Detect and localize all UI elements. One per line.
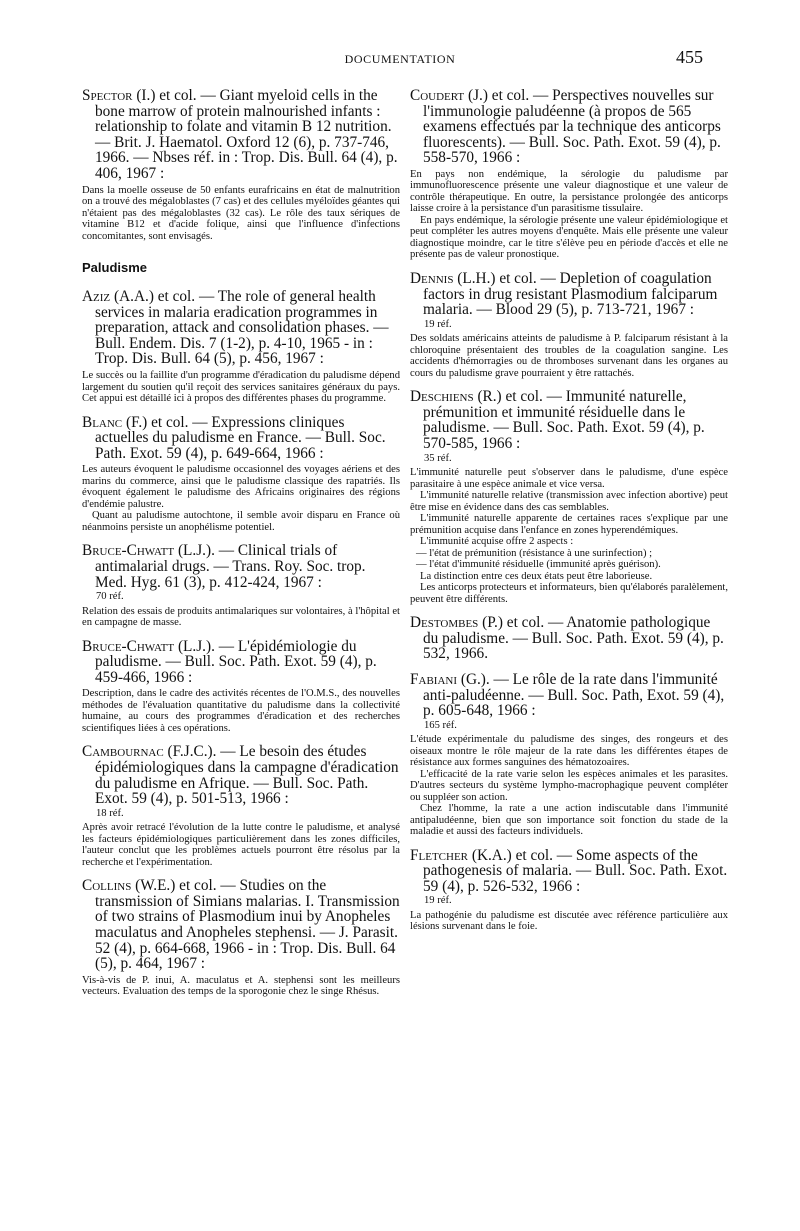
entry-citation-text: (W.E.) et col. — Studies on the transmission of Simians malarias. I. Transmission of two strains of Plasmodium inui by Anopheles maculatus and Anopheles stephensi. — J. Parasit. 52 (4), p. 664-668, 1966 - in : Trop. Dis. Bull. 64 (5), p. 464, 1967 : [95, 877, 400, 973]
entry-author: Destombes [410, 614, 479, 632]
abstract-paragraph: L'étude expérimentale du paludisme des singes, des rongeurs et des oiseaux montre le rôle majeur de la rate dans les différentes étapes de résistance aux formes sanguines des hématozoaires. [410, 734, 728, 769]
abstract-paragraph: Des soldats américains atteints de paludisme à P. falciparum résistant à la chloroquine présentaient des troubles de la coagulation sangine. Les accidents d'hémorragies ou de thromboses survenant dans les organes au cours du paludisme grave pourraient y être rattachés. [410, 333, 728, 379]
bibliography-entry [410, 389, 728, 605]
entry-citation-text: (F.J.C.). — Le besoin des études épidémiologiques dans la campagne d'éradication du paludisme en Afrique. — Bull. Soc. Path. Exot. 59 (4), p. 501-513, 1966 : [95, 743, 399, 808]
entry-reference-count: 19 réf. [424, 895, 452, 907]
entry-author: Bruce-Chwatt [82, 637, 175, 655]
entry-author: Dennis [410, 269, 454, 287]
entry-citation [82, 744, 400, 806]
entry-author: Aziz [82, 288, 111, 306]
entry-author: Blanc [82, 413, 123, 431]
bibliography-entry [410, 672, 728, 838]
abstract-paragraph: Relation des essais de produits antimalariques sur volontaires, à l'hôpital et en campagne de masse. [82, 605, 400, 629]
entry-author: Bruce-Chwatt [82, 542, 175, 560]
abstract-paragraph: La pathogénie du paludisme est discutée avec référence particulière aux lésions survenant dans le foie. [410, 909, 728, 933]
entry-citation [410, 672, 728, 719]
entry-author: Fletcher [410, 846, 469, 864]
entry-abstract [410, 734, 728, 838]
entry-citation-text: (F.) et col. — Expressions cliniques actuelles du paludisme en France. — Bull. Soc. Path. Exot. 59 (4), p. 649-664, 1966 : [95, 413, 386, 462]
entry-citation-text: (I.) et col. — Giant myeloid cells in the bone marrow of protein malnourished infants : relationship to folate and vitamin B 12 nutrition. — Brit. J. Haematol. Oxford 12 (6), p. 737-746, 1966. — Nbses réf. in : Trop. Dis. Bull. 64 (4), p. 406, 1967 : [95, 87, 398, 182]
abstract-paragraph: L'immunité naturelle peut s'observer dans le paludisme, d'une espèce parasitaire à une espèce animale et vice versa. [410, 467, 728, 490]
entry-abstract [82, 822, 400, 868]
entry-citation [410, 271, 728, 318]
bibliography-entry [82, 88, 400, 242]
entry-abstract [410, 910, 728, 933]
entry-citation [82, 543, 400, 590]
entry-citation [410, 615, 728, 662]
abstract-paragraph: Chez l'homme, la rate a une action indiscutable dans l'immunité antipaludéenne, bien que son importance soit fonction du stade de la maladie et aussi des facteurs individuels. [410, 803, 728, 838]
entry-citation-text: (A.A.) et col. — The role of general health services in malaria eradication programmes in preparation, attack and consolidation phases. — Bull. Endem. Dis. 7 (1-2), p. 4-10, 1965 - in : Trop. Dis. Bull. 64 (5), p. 456, 1967 : [95, 288, 389, 368]
entry-author: Fabiani [410, 670, 458, 688]
abstract-paragraph: En pays non endémique, la sérologie du paludisme par immunofluorescence présente une valeur diagnostique et une valeur de contrôle thérapeutique. En outre, la persistance prolongée des anticorps laisse croire à la persistance d'un parasitisme tissulaire. [410, 168, 728, 215]
entry-author: Spector [82, 87, 133, 104]
entry-citation [82, 289, 400, 367]
entry-reference-count: 18 réf. [96, 807, 124, 819]
entry-citation-text: (L.J.). — L'épidémiologie du paludisme. — Bull. Soc. Path. Exot. 59 (4), p. 459-466, 1966 : [95, 637, 377, 686]
bibliography-entry [410, 848, 728, 933]
entry-citation-text: (G.). — Le rôle de la rate dans l'immunité anti-paludéenne. — Bull. Soc. Path, Exot. 59 (4), p. 605-648, 1966 : [423, 670, 725, 720]
bibliography-entry [82, 289, 400, 404]
abstract-paragraph: Dans la moelle osseuse de 50 enfants eurafricains en état de malnutrition on a trouvé des mégaloblastes (7 cas) et des cellules myéloïdes géantes qui n'étaient pas des mégaloblastes (32 cas). Le rôle des taux sériques de vitamine B12 et d'acide folique, ainsi que l'influence d'infections concomitantes, sont envisagés. [82, 184, 400, 242]
entry-reference-count: 19 réf. [424, 318, 452, 330]
page-number: 455 [676, 47, 703, 67]
abstract-paragraph: Vis-à-vis de P. inui, A. maculatus et A. stephensi sont les meilleurs vecteurs. Evaluation des temps de la sporogonie chez le singe Rhésus. [82, 974, 400, 998]
entry-abstract [82, 464, 400, 533]
abstract-list-item: — l'état de prémunition (résistance à une surinfection) ; [416, 547, 653, 559]
abstract-paragraph: Les auteurs évoquent le paludisme occasionnel des voyages aériens et des marins du commerce, ainsi que le paludisme classique des rapatriés. Ils évoquent également le paludisme des Africains originaires des régions d'endémie palustre. [82, 464, 400, 510]
abstract-paragraph: Quant au paludisme autochtone, il semble avoir disparu en France où néanmoins persiste un anophélisme potentiel. [82, 510, 400, 533]
entry-citation [82, 88, 400, 182]
abstract-paragraph: En pays endémique, la sérologie présente une valeur épidémiologique et peut compléter les autres moyens d'enquête. Mais elle présente une valeur diagnostique moindre, car le titre s'élève peu en période d'accès et elle ne présente pas de valeur pronostique. [410, 214, 728, 261]
entry-abstract [82, 688, 400, 734]
abstract-paragraph: L'efficacité de la rate varie selon les espèces animales et les parasites. D'autres secteurs du système lympho-macrophagique peuvent compléter ou suppléer son action. [410, 768, 728, 803]
entry-author: Cambournac [82, 743, 164, 761]
bibliography-entry [82, 543, 400, 628]
entry-author: Collins [82, 877, 132, 895]
entry-citation-text: (J.) et col. — Perspectives nouvelles sur l'immunologie paludéenne (à propos de 565 examens effectués par la technique des anticorps fluorescents). — Bull. Soc. Path. Exot. 59 (4), p. 558-570, 1966 : [423, 87, 721, 167]
right-column [410, 88, 728, 943]
running-header: DOCUMENTATION [344, 52, 456, 66]
entry-abstract [410, 333, 728, 379]
bibliography-entry [82, 639, 400, 735]
section-heading: Paludisme [82, 260, 148, 276]
entry-reference-count: 70 réf. [96, 591, 124, 603]
abstract-list-item: — l'état d'immunité résiduelle (immunité après guérison). [416, 559, 661, 571]
bibliography-entry [82, 744, 400, 868]
abstract-paragraph: L'immunité acquise offre 2 aspects : [420, 536, 574, 548]
entry-citation [82, 415, 400, 462]
entry-citation-text: (P.) et col. — Anatomie pathologique du paludisme. — Bull. Soc. Path. Exot. 59 (4), p. 532, 1966. [423, 614, 724, 663]
entry-citation-text: (L.J.). — Clinical trials of antimalarial drugs. — Trans. Roy. Soc. trop. Med. Hyg. 61 (3), p. 412-424, 1967 : [95, 542, 366, 591]
abstract-paragraph: Le succès ou la faillite d'un programme d'éradication du paludisme dépend largement du soutien qu'il reçoit des services sanitaires généraux du pays. Cet appui est détaillé ici à propos des différentes phases du programme. [82, 370, 400, 405]
left-column [82, 88, 400, 1008]
abstract-paragraph: Description, dans le cadre des activités récentes de l'O.M.S., des nouvelles méthodes de l'évaluation quantitative du paludisme dans la collectivité humaine, au cours des programmes d'éradication et des recherches scientifiques liées à ces opérations. [82, 688, 400, 734]
entry-abstract [410, 467, 728, 605]
entry-author: Coudert [410, 87, 465, 104]
entry-citation [410, 389, 728, 451]
entry-citation [410, 88, 728, 166]
entry-abstract [82, 185, 400, 243]
entry-citation [82, 639, 400, 686]
entry-abstract [410, 169, 728, 261]
entry-citation-text: (K.A.) et col. — Some aspects of the pathogenesis of malaria. — Bull. Soc. Path. Exot. 59 (4), p. 526-532, 1966 : [423, 846, 728, 895]
abstract-paragraph: Après avoir retracé l'évolution de la lutte contre le paludisme, et analysé les facteurs épidémiologiques particulièrement dans les zones difficiles, l'auteur conclut que les problèmes actuels pourront être résolus par la recherche et l'expérimentation. [82, 822, 400, 868]
entry-citation-text: (R.) et col. — Immunité naturelle, prémunition et immunité résiduelle dans le paludisme. — Bull. Soc. Path. Exot. 59 (4), p. 570-585, 1966 : [423, 388, 705, 453]
abstract-paragraph: La distinction entre ces deux états peut être laborieuse. [420, 570, 653, 582]
entry-abstract [82, 370, 400, 405]
bibliography-entry [410, 88, 728, 261]
entry-citation [410, 848, 728, 895]
entry-abstract [82, 606, 400, 629]
entry-citation-text: (L.H.) et col. — Depletion of coagulation factors in drug resistant Plasmodium falciparum malaria. — Blood 29 (5), p. 713-721, 1967 : [423, 269, 718, 319]
bibliography-entry [410, 271, 728, 379]
bibliography-entry [82, 878, 400, 998]
entry-citation [82, 878, 400, 972]
entry-author: Deschiens [410, 388, 474, 406]
bibliography-entry [410, 615, 728, 662]
entry-abstract [82, 975, 400, 998]
abstract-paragraph: L'immunité naturelle relative (transmission avec infection abortive) peut être mise en évidence dans des cas semblables. [410, 490, 728, 513]
bibliography-entry [82, 415, 400, 534]
abstract-paragraph: L'immunité naturelle apparente de certaines races s'explique par une prémunition acquise dans l'enfance en zones hyperendémiques. [410, 513, 728, 536]
abstract-paragraph: Les anticorps protecteurs et informateurs, bien qu'élaborés paralèlement, peuvent être différents. [410, 582, 728, 605]
entry-reference-count: 165 réf. [424, 719, 457, 731]
entry-reference-count: 35 réf. [424, 452, 452, 464]
